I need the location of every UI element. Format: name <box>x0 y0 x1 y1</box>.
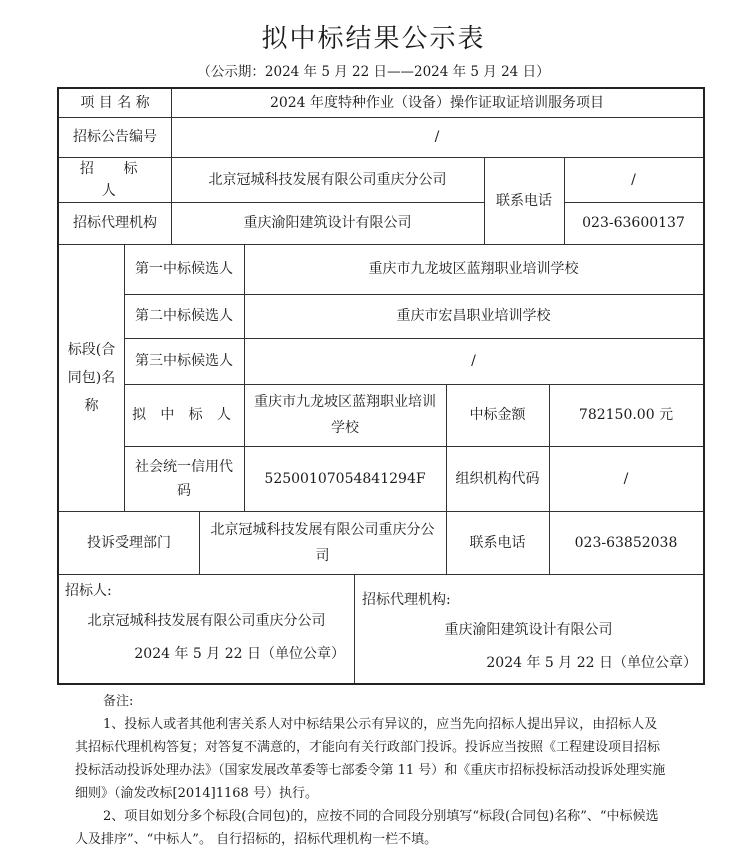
credit-code: 52500107054841294F <box>264 470 426 487</box>
complaint-phone-label: 联系电话 <box>469 534 526 551</box>
complaint-dept: 北京冠城科技发展有限公司重庆分公司 <box>210 521 435 564</box>
amount-label: 中标金额 <box>469 407 526 423</box>
candidate2: 重庆市宏昌职业培训学校 <box>396 308 551 324</box>
agency-phone: 023-63600137 <box>582 215 685 231</box>
org-code: / <box>623 470 629 487</box>
project-name: 2024 年度特种作业（设备）操作证取证培训服务项目 <box>269 95 605 111</box>
sign-agency-name: 重庆渝阳建筑设计有限公司 <box>444 622 613 638</box>
agency: 重庆渝阳建筑设计有限公司 <box>243 215 412 231</box>
org-code-label: 组织机构代码 <box>455 470 540 487</box>
complaint-dept-label: 投诉受理部门 <box>87 534 171 551</box>
tenderer: 北京冠城科技发展有限公司重庆分公司 <box>208 171 447 188</box>
notes <box>75 690 670 851</box>
contact-phone-label: 联系电话 <box>496 192 552 209</box>
notice-no: / <box>434 129 440 145</box>
result-table <box>57 87 705 685</box>
candidate3: / <box>471 353 476 369</box>
tenderer-label: 招 标 人 <box>79 160 151 199</box>
candidate1: 重庆市九龙坡区蓝翔职业培训学校 <box>368 261 579 277</box>
tenderer-phone: / <box>631 171 636 188</box>
page-title: 拟中标结果公示表 <box>261 24 486 54</box>
candidate3-label: 第三中标候选人 <box>135 353 233 369</box>
notice-no-label: 招标公告编号 <box>73 129 157 145</box>
candidate2-label: 第二中标候选人 <box>135 308 233 324</box>
bid-amount: 782150.00 元 <box>578 407 674 423</box>
note-item-1: 1、投标人或者其他利害关系人对中标结果公示有异议的，应当先向招标人提出异议，由招标人及其招标代理机构答复；对答复不满意的，才能向有关行政部门投诉。投诉应当按照《工程建设项目招标投标活动投诉处理办法》（国家发展改革委等七部委令第 11 号）和《重庆市招标投标活动投诉处理实施细则》（渝发改标[2014]1168 号）执行。 <box>75 717 666 801</box>
agency-label: 招标代理机构 <box>73 215 157 231</box>
credit-code-label: 社会统一信用代码 <box>135 458 233 499</box>
complaint-phone: 023-63852038 <box>574 534 678 551</box>
note-item-2: 2、项目如划分多个标段(合同包)的，应按不同的合同段分别填写“标段(合同包)名称”、“中标候选人及排序”、“中标人”。 自行招标的，招标代理机构一栏不填。 <box>75 809 659 847</box>
notes-heading: 备注: <box>103 694 134 709</box>
publicity-period: （公示期：2024 年 5 月 22 日——2024 年 5 月 24 日） <box>197 64 550 80</box>
candidate1-label: 第一中标候选人 <box>135 261 233 277</box>
project-name-label: 项 目 名 称 <box>80 95 150 111</box>
sign-agency-label: 招标代理机构: <box>362 592 451 608</box>
proposed-winner: 重庆市九龙坡区蓝翔职业培训学校 <box>254 394 436 436</box>
sign-tenderer-name: 北京冠城科技发展有限公司重庆分公司 <box>87 613 326 629</box>
proposed-winner-label: 拟 中 标 人 <box>132 407 236 423</box>
sign-agency-date: 2024 年 5 月 22 日（单位公章） <box>486 655 697 671</box>
lot-label: 标段(合同包)名称 <box>67 341 116 414</box>
sign-tenderer-date: 2024 年 5 月 22 日（单位公章） <box>134 646 345 662</box>
sign-tenderer-label: 招标人: <box>65 583 112 599</box>
